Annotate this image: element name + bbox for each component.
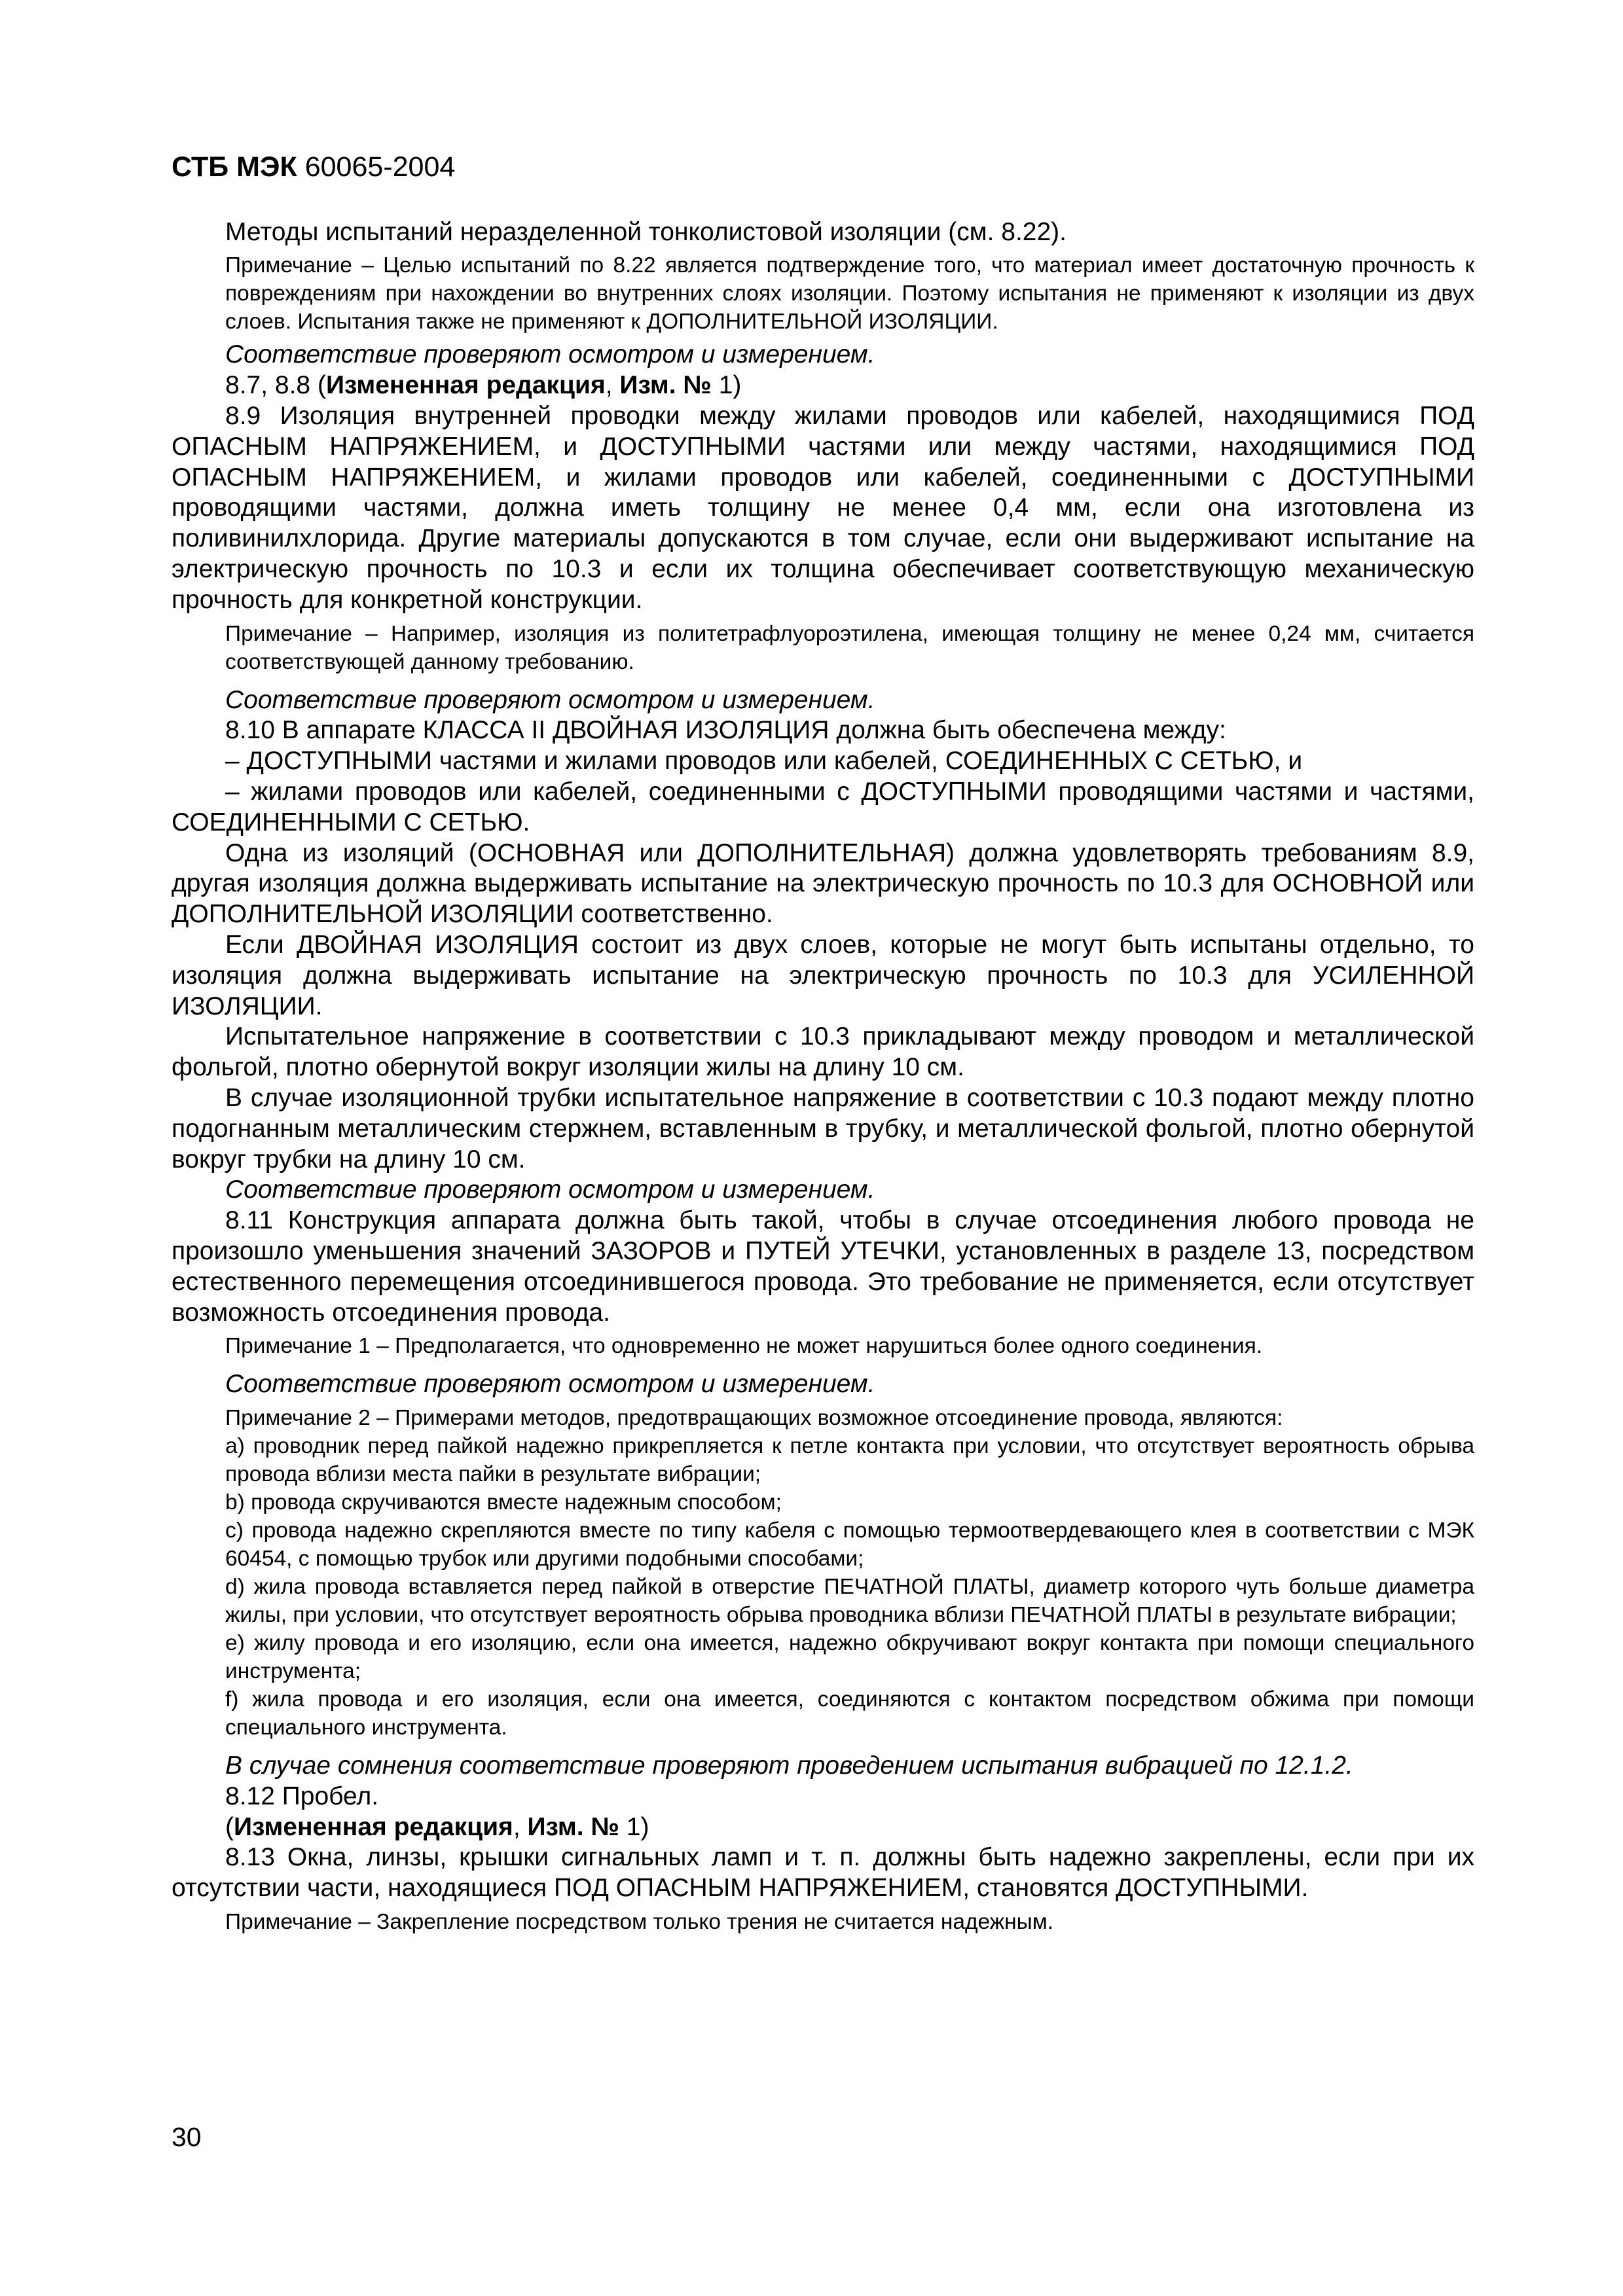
note-item: f) жила провода и его изоляция, если она имеется, соединяются с контактом посредством обжима при помощи специального инструмента. bbox=[225, 1687, 1474, 1740]
compliance-italic: Соответствие проверяют осмотром и измерением. bbox=[225, 685, 875, 714]
note: Примечание – Целью испытаний по 8.22 является подтверждение того, что материал имеет достаточную прочность к повреждениям при нахождении во внутренних слоях изоляции. Поэтому испытания не применяют к изоляции из двух слоев. Испытания также не применяют к ДОПОЛНИТЕЛЬНОЙ ИЗОЛЯЦИИ. bbox=[225, 253, 1474, 334]
document-header bbox=[172, 151, 1474, 185]
note: Примечание 2 – Примерами методов, предотвращающих возможное отсоединение провода, являются: bbox=[225, 1406, 1283, 1431]
paragraph-8-10: 8.10 В аппарате КЛАССА II ДВОЙНАЯ ИЗОЛЯЦИЯ должна быть обеспечена между: bbox=[225, 716, 1226, 745]
compliance-italic: В случае сомнения соответствие проверяют проведением испытания вибрацией по 12.1.2. bbox=[225, 1751, 1353, 1780]
list-item: – ДОСТУПНЫМИ частями и жилами проводов или кабелей, СОЕДИНЕННЫХ С СЕТЬЮ, и bbox=[225, 747, 1303, 776]
page-number: 30 bbox=[172, 2122, 202, 2152]
note-item: a) проводник перед пайкой надежно прикрепляется к петле контакта при условии, что отсутствует вероятность обрыва провода вблизи места пайки в результате вибрации; bbox=[225, 1434, 1474, 1487]
paragraph-8-9: 8.9 Изоляция внутренней проводки между жилами проводов или кабелей, находящимися ПОД ОПАСНЫМ НАПРЯЖЕНИЕМ, и ДОСТУПНЫМИ частями или между частями, находящимися ПОД ОПАСНЫМ НАПРЯЖЕНИЕМ, и жилами проводов или кабелей, соединенными с ДОСТУПНЫМИ проводящими частями, должна иметь толщину не менее 0,4 мм, если она изготовлена из поливинилхлорида. Другие материалы допускаются в том случае, если они выдерживают испытание на электрическую прочность по 10.3 и если их толщина обеспечивает соответствующую механическую прочность для конкретной конструкции. bbox=[172, 401, 1474, 614]
paragraph-8-13: 8.13 Окна, линзы, крышки сигнальных ламп и т. п. должны быть надежно закреплены, если при их отсутствии части, находящиеся ПОД ОПАСНЫМ НАПРЯЖЕНИЕМ, становятся ДОСТУПНЫМИ. bbox=[172, 1843, 1474, 1903]
paragraph: В случае изоляционной трубки испытательное напряжение в соответствии с 10.3 подают между плотно подогнанным металлическим стержнем, вставленным в трубку, и металлической фольгой, плотно обернутой вокруг трубки на длину 10 см. bbox=[172, 1083, 1474, 1174]
page-body bbox=[172, 151, 1474, 1936]
note: Примечание 1 – Предполагается, что одновременно не может нарушиться более одного соединения. bbox=[225, 1334, 1263, 1359]
paragraph-8-11: 8.11 Конструкция аппарата должна быть такой, чтобы в случае отсоединения любого провода не произошло уменьшения значений ЗАЗОРОВ и ПУТЕЙ УТЕЧКИ, установленных в разделе 13, посредством естественного перемещения отсоединившегося провода. Это требование не применяется, если отсутствует возможность отсоединения провода. bbox=[172, 1206, 1474, 1327]
amendment-line: (Измененная редакция, Изм. № 1) bbox=[225, 1812, 649, 1841]
compliance-italic: Соответствие проверяют осмотром и измерением. bbox=[225, 340, 875, 369]
paragraph: Одна из изоляций (ОСНОВНАЯ или ДОПОЛНИТЕЛЬНАЯ) должна удовлетворять требованиям 8.9, другая изоляция должна выдерживать испытание на электрическую прочность по 10.3 для ОСНОВНОЙ или ДОПОЛНИТЕЛЬНОЙ ИЗОЛЯЦИИ соответственно. bbox=[172, 838, 1474, 929]
standard-prefix: СТБ МЭК bbox=[172, 151, 297, 183]
note-item: e) жилу провода и его изоляцию, если она имеется, надежно обкручивают вокруг контакта при помощи специального инструмента; bbox=[225, 1631, 1474, 1684]
paragraph: Методы испытаний неразделенной тонколистовой изоляции (см. 8.22). bbox=[225, 217, 1067, 246]
paragraph: Испытательное напряжение в соответствии с 10.3 прикладывают между проводом и металлической фольгой, плотно обернутой вокруг изоляции жилы на длину 10 см. bbox=[172, 1022, 1474, 1082]
note: Примечание – Закрепление посредством только трения не считается надежным. bbox=[225, 1910, 1054, 1935]
note-item: d) жила провода вставляется перед пайкой в отверстие ПЕЧАТНОЙ ПЛАТЫ, диаметр которого чуть больше диаметра жилы, при условии, что отсутствует вероятность обрыва проводника вблизи ПЕЧАТНОЙ ПЛАТЫ в результате вибрации; bbox=[225, 1575, 1474, 1628]
amendment-line: 8.7, 8.8 (Измененная редакция, Изм. № 1) bbox=[225, 371, 742, 400]
compliance-italic: Соответствие проверяют осмотром и измерением. bbox=[225, 1370, 875, 1399]
note: Примечание – Например, изоляция из политетрафлуороэтилена, имеющая толщину не менее 0,24 мм, считается соответствующей данному требованию. bbox=[225, 621, 1474, 674]
note-item: b) провода скручиваются вместе надежным способом; bbox=[225, 1490, 782, 1515]
paragraph: Если ДВОЙНАЯ ИЗОЛЯЦИЯ состоит из двух слоев, которые не могут быть испытаны отдельно, то изоляция должна выдерживать испытание на электрическую прочность по 10.3 для УСИЛЕННОЙ ИЗОЛЯЦИИ. bbox=[172, 930, 1474, 1020]
paragraph-8-12: 8.12 Пробел. bbox=[225, 1782, 379, 1810]
standard-number: 60065-2004 bbox=[304, 151, 456, 183]
compliance-italic: Соответствие проверяют осмотром и измерением. bbox=[225, 1175, 875, 1204]
list-item: – жилами проводов или кабелей, соединенными с ДОСТУПНЫМИ проводящими частями и частями, СОЕДИНЕННЫМИ С СЕТЬЮ. bbox=[172, 777, 1474, 836]
note-item: c) провода надежно скрепляются вместе по типу кабеля с помощью термоотвердевающего клея в соответствии с МЭК 60454, с помощью трубок или другими подобными способами; bbox=[225, 1518, 1474, 1571]
